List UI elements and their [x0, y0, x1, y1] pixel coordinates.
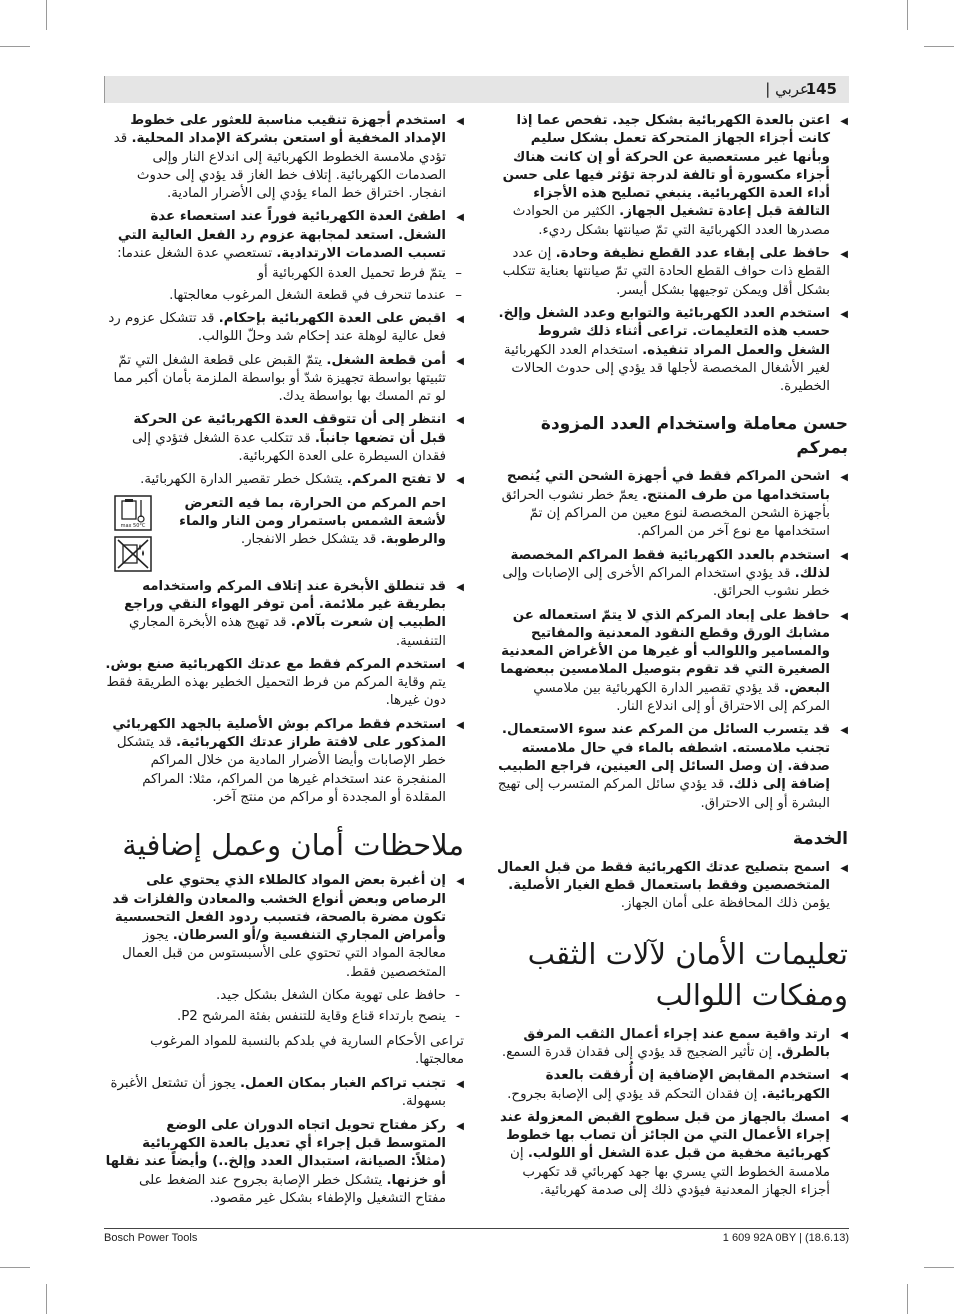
crop-mark	[0, 46, 30, 47]
footer-brand: Bosch Power Tools	[104, 1232, 198, 1244]
heat-warning-block	[104, 495, 464, 572]
crop-mark	[907, 1284, 908, 1314]
page-number: 145	[805, 80, 837, 98]
footer-divider	[104, 1228, 849, 1229]
list-item: ◀ استخدم المقابض الإضافية إن أُرفقت بالعدة الكهربائية. إن فقدان التحكم قد يؤدي إلى الإصابة بجروح.	[497, 1067, 848, 1104]
list-item: ◀ اعتن بالعدة الكهربائية بشكل جيد. تفحص عما إذا كانت أجزاء الجهاز المتحركة تعمل بشكل سليم وبأنها غير مستعصية عن الحركة أو إن كانت هناك أجزاء مكسورة أو تالفة لدرجة تؤثر فيها على حسن أداء العدة الكهربائية. ينبغي تصليح هذه الأجزاء التالفة قبل إعادة تشغيل الجهاز. الكثير من الحوادث مصدرها العدد الكهربائية التي تمّ صيانتها بشكل رديء.	[497, 112, 848, 240]
list-item: ◀ استخدم بالعدد الكهربائية فقط المراكم المخصصة لذلك. قد يؤدي استخدام المراكم الأخرى إلى الإصابات وإلى خطر نشوب الحرائق.	[497, 547, 848, 602]
sub-item: – يتمّ فرط تحميل العدة الكهربائية أو	[104, 265, 464, 283]
list-item: ◀ ارتد واقية سمع عند إجراء أعمال الثقب المرفق بالطرق. إن تأثير الضجيج قد يؤدي إلى فقدان قدرة السمع.	[497, 1026, 848, 1063]
crop-mark	[924, 46, 954, 47]
list-item: ◀ استخدم فقط مراكم بوش الأصلية بالجهد الكهربائي المذكور على لافتة طراز عدتك الكهربائية. قد يتشكل خطر الإصابات وأيضا الأضرار المادية من خلال المراكم المنفجرة عند استخدام غيرها من المراكم، مثلا: المراكم المقلدة أو المجددة أو مراكم من منتج آخر.	[104, 716, 464, 807]
list-item: ◀ استخدم أجهزة تنقيب مناسبة للعثور على خطوط الإمداد المخفية أو استعن بشركة الإمداد المحلية. قد تؤدي ملامسة الخطوط الكهربائية إلى اندلاع النار وإلى الصدمات الكهربائية. إتلاف خط الغاز قد يؤدي إلى حدوث انفجار. اختراق خط الماء يؤدي إلى الأضرار المادية.	[104, 112, 464, 203]
right-column	[497, 112, 848, 1205]
list-item: ◀ استخدم المركم فقط مع عدتك الكهربائية صنع بوش. يتم وقاية المركم من فرط التحميل الخطير بهذه الطريقة فقط دون غيرها.	[104, 656, 464, 711]
crop-mark	[0, 1267, 30, 1268]
section-title-extra-safety: ملاحظات أمان وعمل إضافية	[122, 828, 464, 863]
temperature-limit-label: max 50°C	[120, 522, 146, 529]
section-title-drill-safety: تعليمات الأمان لآلات الثقب ومفكات اللوالب	[527, 936, 848, 1012]
sub-item: – عندما تنحرف في قطعة الشغل المرغوب معالجتها.	[104, 287, 464, 305]
section-heading-battery: حسن معاملة واستخدام العدد المزودة بمركم	[540, 414, 848, 459]
list-item: ◀ قد يتسرب السائل من المركم عند سوء الاستعمال. تجنب ملامسته. اشطفه بالماء في حال ملامسته صدفة. إن وصل السائل إلى العينين، فراجع الطبيب إضافة إلى ذلك. قد يؤدي سائل المركم المتسرب إلى تهيج البشرة أو إلى الاحتراق.	[497, 721, 848, 812]
temperature-limit-icon	[114, 495, 152, 531]
sub-item: - ينصح بارتداء قناع وقاية للتنفس بفئة المرشح P2.	[104, 1008, 464, 1026]
sub-item: - حافظ على تهوية مكان الشغل بشكل جيد.	[104, 987, 464, 1005]
note-text: تراعى الأحكام السارية في بلدكم بالنسبة للمواد المرغوب معالجتها.	[150, 1033, 464, 1067]
crop-mark	[46, 0, 47, 30]
list-item: ◀ اشحن المراكم فقط في أجهزة الشحن التي يُنصح باستخدامها من طرف المنتج. يعمّ خطر نشوب الحرائق بأجهزة الشحن المخصصة لنوع معين من المراكم إن تمّ استخدامها مع نوع آخر من المراكم.	[497, 468, 848, 541]
list-item: ◀ ركز مفتاح تحويل اتجاه الدوران على الوضع المتوسط قبل إجراء أي تعديل بالعدة الكهربائية (مثلاً: الصيانة، استبدال العدد وإلخ..) وأيضاً عند نقلها أو خزنها. يتشكل خطر الإصابة بجروح عند الضغط على مفتاح التشغيل والإطفاء بشكل غير مقصود.	[104, 1117, 464, 1208]
list-item: ◀ انتظر إلى أن تتوقف العدة الكهربائية عن الحركة قبل أن تضعها جانباً. قد تتكلب عدة الشغل فتؤدي إلى فقدان السيطرة على العدة الكهربائية.	[104, 411, 464, 466]
list-item: ◀ استخدم العدد الكهربائية والتوابع وعدد الشغل وإلخ. حسب هذه التعليمات. تراعى أثناء ذلك شروط الشغل والعمل المراد تنفيذه. استخدام العدد الكهربائية لغير الأشغال المخصصة لأجلها قد يؤدي إلى حدوث الحالات الخطيرة.	[497, 305, 848, 396]
no-water-icon	[114, 536, 152, 572]
list-item: ◀ حافظ على إبعاد المركم الذي لا يتمّ استعماله عن مشابك الورق وقطع النقود المعدنية والمفاتيح والمسامير واللوالب أو غيرها من الأغراض المعدنية الصغيرة التي قد تقوم بتوصيل الملامسين ببعضهما البعض. قد يؤدي تقصير الدارة الكهربائية بين ملامسي المركم إلى الاحتراق أو إلى اندلاع النار.	[497, 607, 848, 717]
list-item: ◀ اقبض على العدة الكهربائية بإحكام. قد تتشكل عزوم رد فعل عالية لوهلة عند إحكام شد وحلّ اللوالب.	[104, 310, 464, 347]
list-item: ◀ تجنب تراكم الغبار بمكان العمل. يجوز أن تشتعل الأغبرة بسهولة.	[104, 1075, 464, 1112]
heat-warning-text: احم المركم من الحرارة، بما فيه التعرض لأشعة الشمس باستمرار ومن النار والماء والرطوبة. قد يتشكل خطر الانفجار.	[179, 495, 446, 548]
list-item: ◀ قد تنطلق الأبخرة عند إتلاف المركم واستخدامه بطريقة غير ملائمة. أمن توفر الهواء النقي وراجع الطبيب إن شعرت بآلام. قد تهيج هذه الأبخرة المجاري التنفسية.	[104, 578, 464, 651]
section-heading-service: الخدمة	[792, 828, 848, 849]
footer-doc-code: 1 609 92A 0BY | (18.6.13)	[722, 1232, 849, 1244]
left-column	[104, 112, 464, 1213]
list-item: ◀ اسمح بتصليح عدتك الكهربائية فقط من قبل العمال المتخصصين وفقط باستعمال قطع الغيار الأصلية. يؤمن ذلك المحافظة على أمان الجهاز.	[497, 859, 848, 914]
list-item: ◀ أمن قطعة الشغل. يتمّ القبض على قطعة الشغل التي تمّ تثبيتها بواسطة تجهيزة شدّ أو بواسطة الملزمة بأمان أكبر مما لو تم المسك بها بواسطة يدك.	[104, 352, 464, 407]
list-item: ◀ اطفئ العدة الكهربائية فوراً عند استعصاء عدة الشغل. استعد لمجابهة عزوم رد الفعل العالية التي تسبب الصدمات الارتدادية. تستعصي عدة الشغل عندما:	[104, 208, 464, 263]
crop-mark	[907, 0, 908, 30]
page-header-bar	[104, 76, 849, 103]
list-item: ◀ حافظ على إبقاء عدد القطع نظيفة وحادة. إن عدد القطع ذات حواف القطع الحادة التي تمّ صيانتها بعناية تتكلب بشكل أقل ويمكن توجيهها بشكل أيسر.	[497, 245, 848, 300]
list-item: ◀ لا تفتح المركم. يتشكل خطر تقصير الدارة الكهربائية.	[104, 471, 464, 489]
list-item: ◀ امسك بالجهاز من قبل سطوح القبض المعزولة عند إجراء الأعمال التي من الجائز أن تصاب بها خطوط كهربائية مخفية من قبل عدة الشغل أو اللولب. إن ملامسة الخطوط التي يسري بها جهد كهربائي قد تكهرب أجزاء الجهاز المعدنية فيؤدي ذلك إلى صدمة كهربائية.	[497, 1109, 848, 1200]
crop-mark	[46, 1284, 47, 1314]
language-label: عربي |	[765, 80, 809, 98]
warning-icons	[112, 495, 152, 572]
list-item: ◀ إن أغبرة بعض المواد كالطلاء الذي يحتوي على الرصاص وبعض أنواع الخشب والمعادن والفلزات قد تكون مضرة بالصحة، فتسبب ردود الفعل التحسسية وأمراض المجاري التنفسية و/أو السرطان. يجوز معالجة المواد التي تحتوي على الأسبستوس من قبل العمال المتخصصين فقط.	[104, 872, 464, 982]
header-divider	[104, 76, 105, 103]
crop-mark	[924, 1267, 954, 1268]
